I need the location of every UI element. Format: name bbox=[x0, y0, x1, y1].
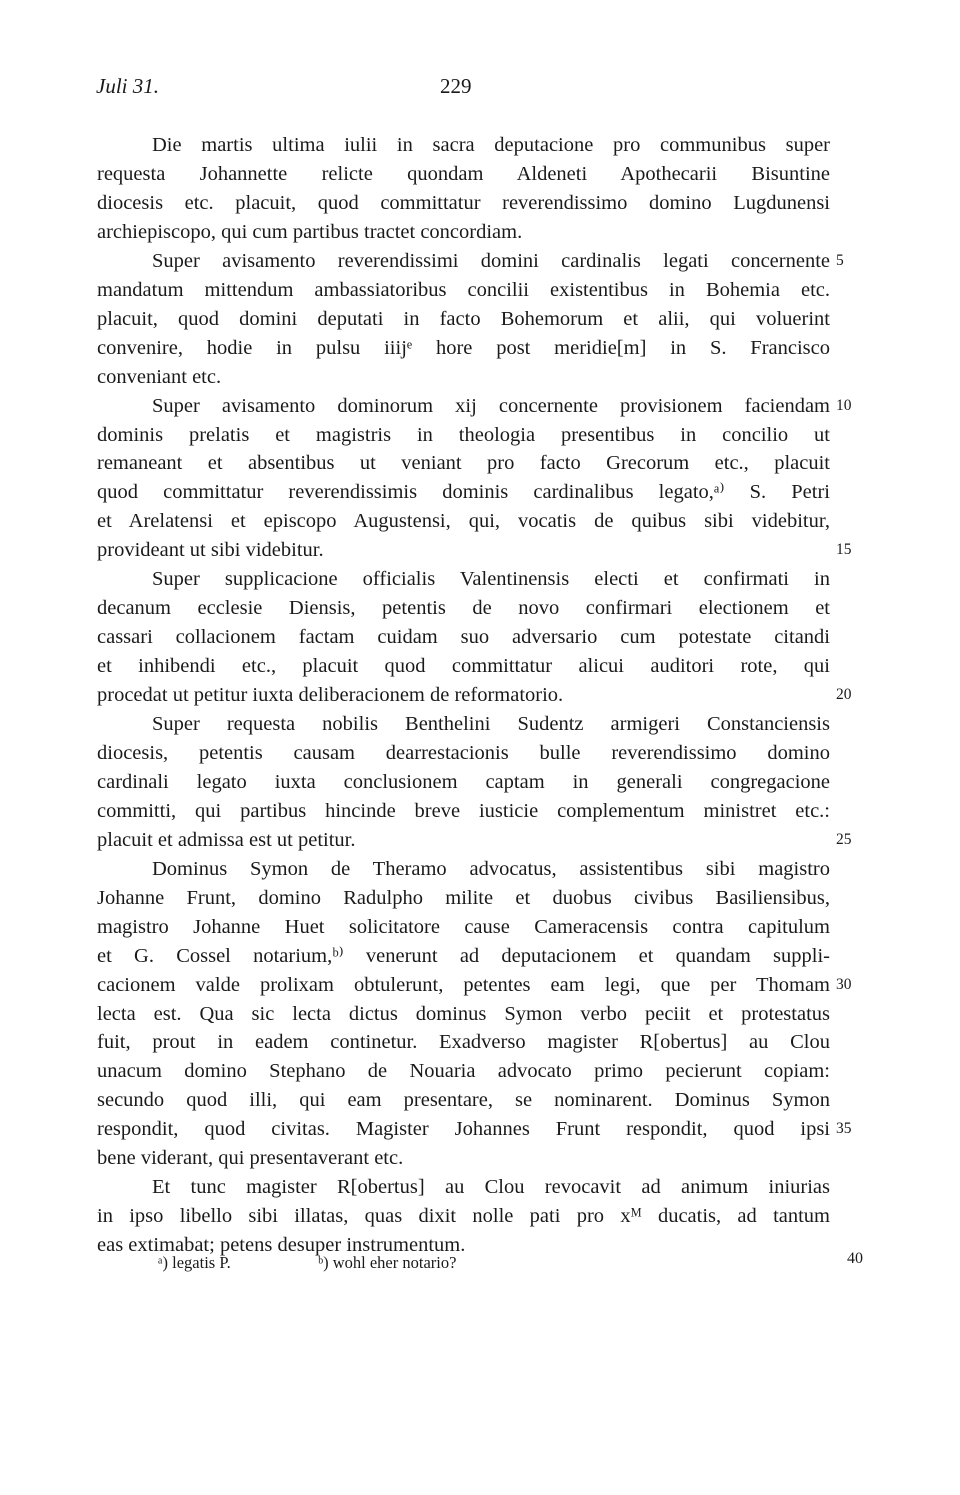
line-number: 20 bbox=[836, 686, 852, 704]
text-line: provideant ut sibi videbitur. bbox=[97, 539, 324, 562]
text-line: unacum domino Stephano de Nouaria advocato primo pecierunt copiam: bbox=[97, 1060, 830, 1083]
text-line: magistro Johanne Huet solicitatore cause Cameracensis contra capitulum bbox=[97, 915, 830, 938]
text-line: lecta est. Qua sic lecta dictus dominus Symon verbo peciit et protestatus bbox=[97, 1002, 830, 1025]
text-line: conveniant etc. bbox=[97, 365, 222, 388]
text-line: et inhibendi etc., placuit quod committatur alicui auditori rote, qui bbox=[97, 655, 830, 678]
text-line: archiepiscopo, qui cum partibus tractet concordiam. bbox=[97, 220, 523, 243]
text-line: mandatum mittendum ambassiatoribus concilii existentibus in Bohemia etc. bbox=[97, 278, 830, 301]
text-line: decanum ecclesie Diensis, petentis de novo confirmari electionem et bbox=[97, 597, 830, 620]
text-line: requesta Johannette relicte quondam Aldeneti Apothecarii Bisuntine bbox=[97, 162, 830, 185]
text-line: procedat ut petitur iuxta deliberacionem de reformatorio. bbox=[97, 684, 564, 707]
line-number-footer: 40 bbox=[847, 1250, 863, 1267]
text-line: Dominus Symon de Theramo advocatus, assistentibus sibi magistro bbox=[152, 857, 830, 880]
line-number: 10 bbox=[836, 396, 852, 414]
footnote-a: ᵃ) legatis P. bbox=[158, 1253, 231, 1272]
line-number: 25 bbox=[836, 830, 852, 848]
text-line: Johanne Frunt, domino Radulpho milite et duobus civibus Basiliensibus, bbox=[97, 886, 830, 909]
text-line: Super requesta nobilis Benthelini Sudentz armigeri Constanciensis bbox=[152, 713, 830, 735]
text-line: in ipso libello sibi illatas, quas dixit nolle pati pro xᴹ ducatis, ad tantum bbox=[97, 1205, 830, 1228]
page-header bbox=[0, 74, 960, 106]
text-line: cardinali legato iuxta conclusionem captam in generali congregacione bbox=[97, 770, 830, 793]
line-number: 35 bbox=[836, 1120, 852, 1138]
line-number: 30 bbox=[836, 975, 852, 993]
text-line: eas extimabat; petens desuper instrumentum. bbox=[97, 1234, 466, 1257]
text-line: bene viderant, qui presentaverant etc. bbox=[97, 1147, 404, 1170]
text-line: Et tunc magister R[obertus] au Clou revocavit ad animum iniurias bbox=[152, 1176, 830, 1199]
text-line: committi, qui partibus hincinde breve iusticie complementum ministret etc.: bbox=[97, 799, 830, 822]
text-line: respondit, quod civitas. Magister Johannes Frunt respondit, quod ipsi bbox=[97, 1118, 830, 1141]
text-line: Die martis ultima iulii in sacra deputacione pro communibus super bbox=[152, 134, 830, 156]
text-line: fuit, prout in eadem continetur. Exadverso magister R[obertus] au Clou bbox=[97, 1031, 830, 1054]
text-line: et G. Cossel notarium,ᵇ⁾ venerunt ad deputacionem et quandam suppli- bbox=[97, 944, 830, 967]
page-number: 229 bbox=[440, 74, 472, 98]
text-line: dominis prelatis et magistris in theologia presentibus in concilio ut bbox=[97, 423, 830, 446]
text-line: et Arelatensi et episcopo Augustensi, qui, vocatis de quibus sibi videbitur, bbox=[97, 510, 830, 533]
text-line: remaneant et absentibus ut veniant pro facto Grecorum etc., placuit bbox=[97, 452, 830, 475]
text-line: cassari collacionem factam cuidam suo adversario cum potestate citandi bbox=[97, 626, 830, 649]
text-line: diocesis, petentis causam dearrestacionis bulle reverendissimo domino bbox=[97, 741, 830, 764]
text-line: diocesis etc. placuit, quod committatur reverendissimo domino Lugdunensi bbox=[97, 191, 830, 214]
running-head: Juli 31. bbox=[96, 74, 159, 98]
text-line: secundo quod illi, qui eam presentare, se nominarent. Dominus Symon bbox=[97, 1089, 830, 1112]
text-line: placuit et admissa est ut petitur. bbox=[97, 828, 356, 851]
text-line: cacionem valde prolixam obtulerunt, petentes eam legi, que per Thomam bbox=[97, 973, 830, 996]
text-line: Super avisamento dominorum xij concernente provisionem faciendam bbox=[152, 394, 830, 417]
line-number: 15 bbox=[836, 541, 852, 559]
footnote-b: ᵇ) wohl eher notario? bbox=[318, 1253, 457, 1272]
text-line: placuit, quod domini deputati in facto Bohemorum et alii, qui voluerint bbox=[97, 307, 830, 330]
text-line: quod committatur reverendissimis dominis cardinalibus legato,ᵃ⁾ S. Petri bbox=[97, 481, 830, 504]
line-number: 5 bbox=[836, 251, 844, 269]
text-line: Super supplicacione officialis Valentinensis electi et confirmati in bbox=[152, 568, 830, 591]
text-line: convenire, hodie in pulsu iiijᵉ hore post meridie[m] in S. Francisco bbox=[97, 336, 830, 359]
text-line: Super avisamento reverendissimi domini cardinalis legati concernente bbox=[152, 249, 830, 272]
